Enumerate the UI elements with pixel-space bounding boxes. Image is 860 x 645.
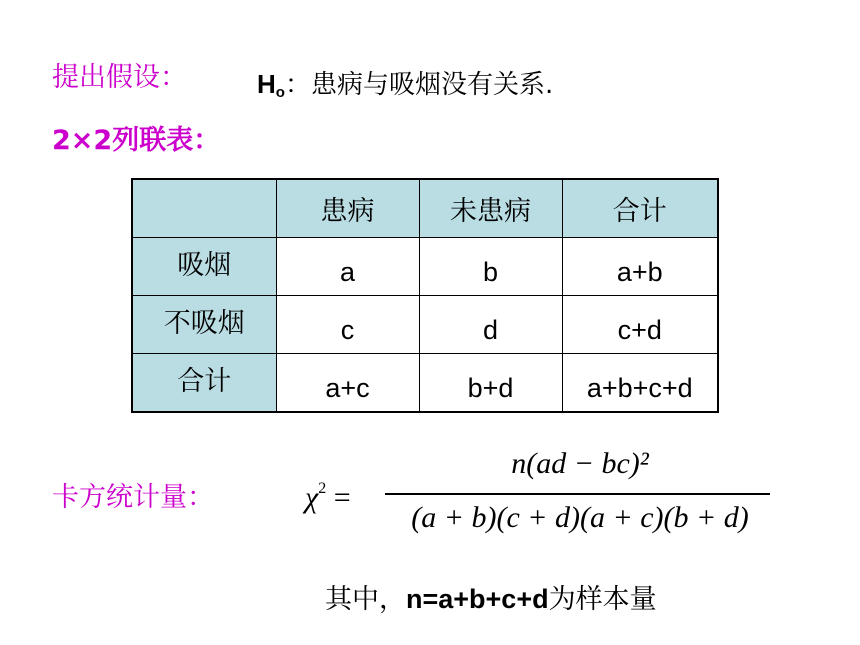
table-cell: a+c (276, 354, 419, 413)
chi-square-formula (305, 445, 775, 545)
table-corner-cell (132, 179, 276, 238)
table-cell: a+b+c+d (562, 354, 718, 413)
contingency-table (131, 178, 719, 413)
fraction-bar (385, 493, 770, 495)
table-row (132, 238, 718, 296)
note-expression: n=a+b+c+d (406, 584, 549, 614)
table-cell: a (276, 238, 419, 296)
hypothesis-statement (257, 64, 553, 101)
column-header: 患病 (276, 179, 419, 238)
hypothesis-text: ：患病与吸烟没有关系. (284, 70, 554, 100)
table-cell: b+d (419, 354, 562, 413)
formula-denominator: (a + b)(c + d)(a + c)(b + d) (411, 501, 749, 534)
chi-symbol: χ (305, 481, 319, 514)
h-subscript: o (275, 84, 285, 101)
h-letter: H (257, 69, 276, 99)
table-cell: c (276, 296, 419, 354)
note-prefix: 其中， (325, 584, 406, 615)
chi-square-label: 卡方统计量： (52, 482, 214, 513)
table-row (132, 296, 718, 354)
table-cell: b (419, 238, 562, 296)
contingency-table-title: 2×2列联表： (52, 125, 221, 156)
table-row (132, 354, 718, 413)
column-header: 合计 (562, 179, 718, 238)
table-header-row (132, 179, 718, 238)
table-cell: c+d (562, 296, 718, 354)
chi-exponent: 2 (318, 480, 327, 497)
table-cell: a+b (562, 238, 718, 296)
equals-sign: = (333, 481, 351, 514)
table-cell: d (419, 296, 562, 354)
row-header: 不吸烟 (132, 296, 276, 354)
column-header: 未患病 (419, 179, 562, 238)
row-header: 合计 (132, 354, 276, 413)
formula-lhs (305, 480, 351, 515)
hypothesis-label: 提出假设： (52, 62, 187, 93)
formula-numerator: n(ad − bc)² (511, 447, 649, 480)
row-header: 吸烟 (132, 238, 276, 296)
note-suffix: 为样本量 (548, 584, 657, 615)
sample-size-note (325, 577, 657, 616)
